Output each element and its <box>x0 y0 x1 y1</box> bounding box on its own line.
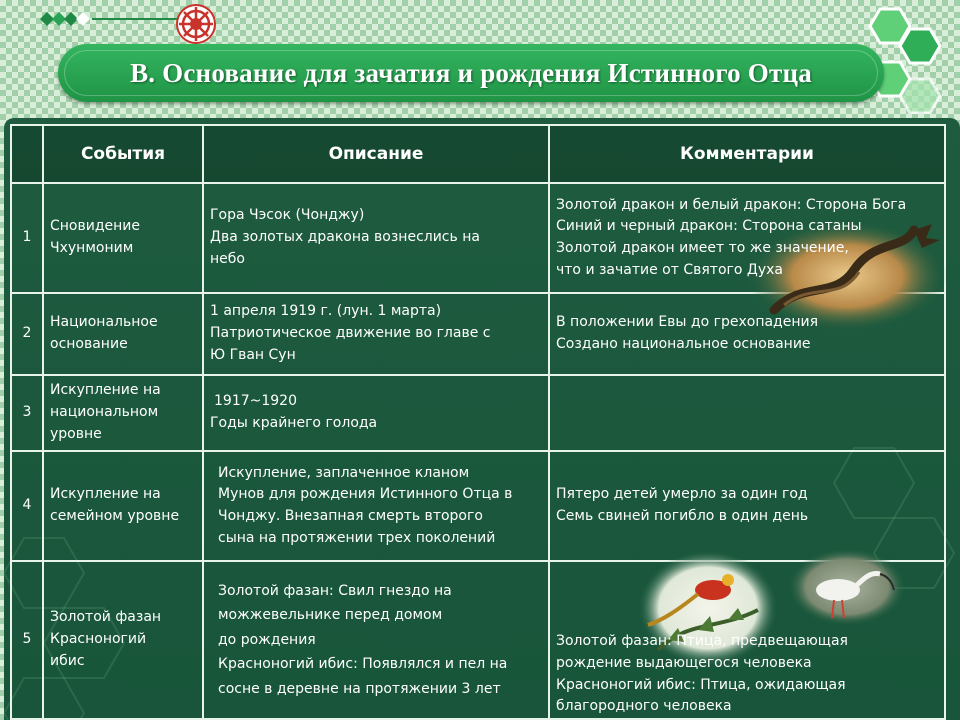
description-line: Годы крайнего голода <box>210 415 378 431</box>
description-line: 1917~1920 <box>214 393 297 410</box>
comment-line: Создано национальное основание <box>556 336 811 352</box>
page-title: B. Основание для зачатия и рождения Истинного Отца <box>130 57 812 88</box>
header-description: Описание <box>203 125 549 183</box>
comments-cell <box>549 183 945 293</box>
event-cell <box>43 561 203 719</box>
description-line: небо <box>210 250 245 267</box>
description-line: сосне в деревне на протяжении 3 лет <box>218 680 501 697</box>
description-cell <box>203 293 549 375</box>
events-table <box>10 124 946 720</box>
description-line: до рождения <box>218 631 316 648</box>
row-number: 4 <box>11 451 43 561</box>
description-line: можжевельнике перед домом <box>218 607 443 624</box>
description-line: Гора Чэсок (Чонджу) <box>210 207 365 224</box>
decorative-arrows <box>40 12 180 26</box>
header-comments: Комментарии <box>549 125 945 183</box>
description-line: Золотой фазан: Свил гнездо на <box>218 582 452 599</box>
header-events: События <box>43 125 203 183</box>
table-row <box>11 561 945 719</box>
comment-line: что и зачатие от Святого Духа <box>556 261 783 278</box>
row-number: 1 <box>11 183 43 293</box>
comment-line: Красноногий ибис: Птица, ожидающая <box>556 676 846 693</box>
description-line: Чонджу. Внезапная смерть второго <box>218 508 483 524</box>
description-line: Мунов для рождения Истинного Отца в <box>218 486 513 503</box>
row-number: 3 <box>11 375 43 451</box>
comments-cell <box>549 375 945 451</box>
comment-line: Золотой дракон имеет то же значение, <box>556 240 849 256</box>
comment-line: Пятеро детей умерло за один год <box>556 486 808 503</box>
row-number: 5 <box>11 561 43 719</box>
event-cell: Искупление на национальном уровне <box>43 375 203 451</box>
comment-line: рождение выдающегося человека <box>556 654 812 671</box>
title-banner <box>58 44 884 102</box>
table-row <box>11 375 945 451</box>
comment-line: Золотой дракон и белый дракон: Сторона Бога <box>556 196 907 213</box>
description-line: Патриотическое движение во главе с <box>210 325 491 342</box>
emblem-icon <box>176 4 216 44</box>
event-line: Красноногий <box>50 631 147 648</box>
event-line: ибис <box>50 652 85 669</box>
row-number: 2 <box>11 293 43 375</box>
event-cell: Искупление на семейном уровне <box>43 451 203 561</box>
table-row <box>11 183 945 293</box>
comments-cell <box>549 451 945 561</box>
comment-line: Золотой фазан: Птица, предвещающая <box>556 633 848 650</box>
description-line: Ю Гван Сун <box>210 346 296 363</box>
ibis-image <box>788 548 906 626</box>
comment-line: Синий и черный дракон: Сторона сатаны <box>556 218 862 235</box>
description-cell <box>203 451 549 561</box>
table-row <box>11 451 945 561</box>
description-line: Красноногий ибис: Появлялся и пел на <box>218 656 508 673</box>
description-cell <box>203 561 549 719</box>
description-line: сына на протяжении трех поколений <box>218 529 496 546</box>
description-line: Искупление, заплаченное кланом <box>218 464 470 481</box>
comment-line: благородного человека <box>556 698 732 715</box>
description-cell <box>203 183 549 293</box>
comments-cell <box>549 561 945 719</box>
description-cell <box>203 375 549 451</box>
event-cell: Сновидение Чхунмоним <box>43 183 203 293</box>
header-number <box>11 125 43 183</box>
comment-line: В положении Евы до грехопадения <box>556 314 819 331</box>
table-header-row <box>11 125 945 183</box>
table-panel <box>4 118 960 720</box>
event-line: Золотой фазан <box>50 609 162 626</box>
description-line: 1 апреля 1919 г. (лун. 1 марта) <box>210 303 442 320</box>
comment-line: Семь свиней погибло в один день <box>556 508 809 524</box>
description-line: Два золотых дракона вознеслись на <box>210 229 480 246</box>
event-cell: Национальное основание <box>43 293 203 375</box>
